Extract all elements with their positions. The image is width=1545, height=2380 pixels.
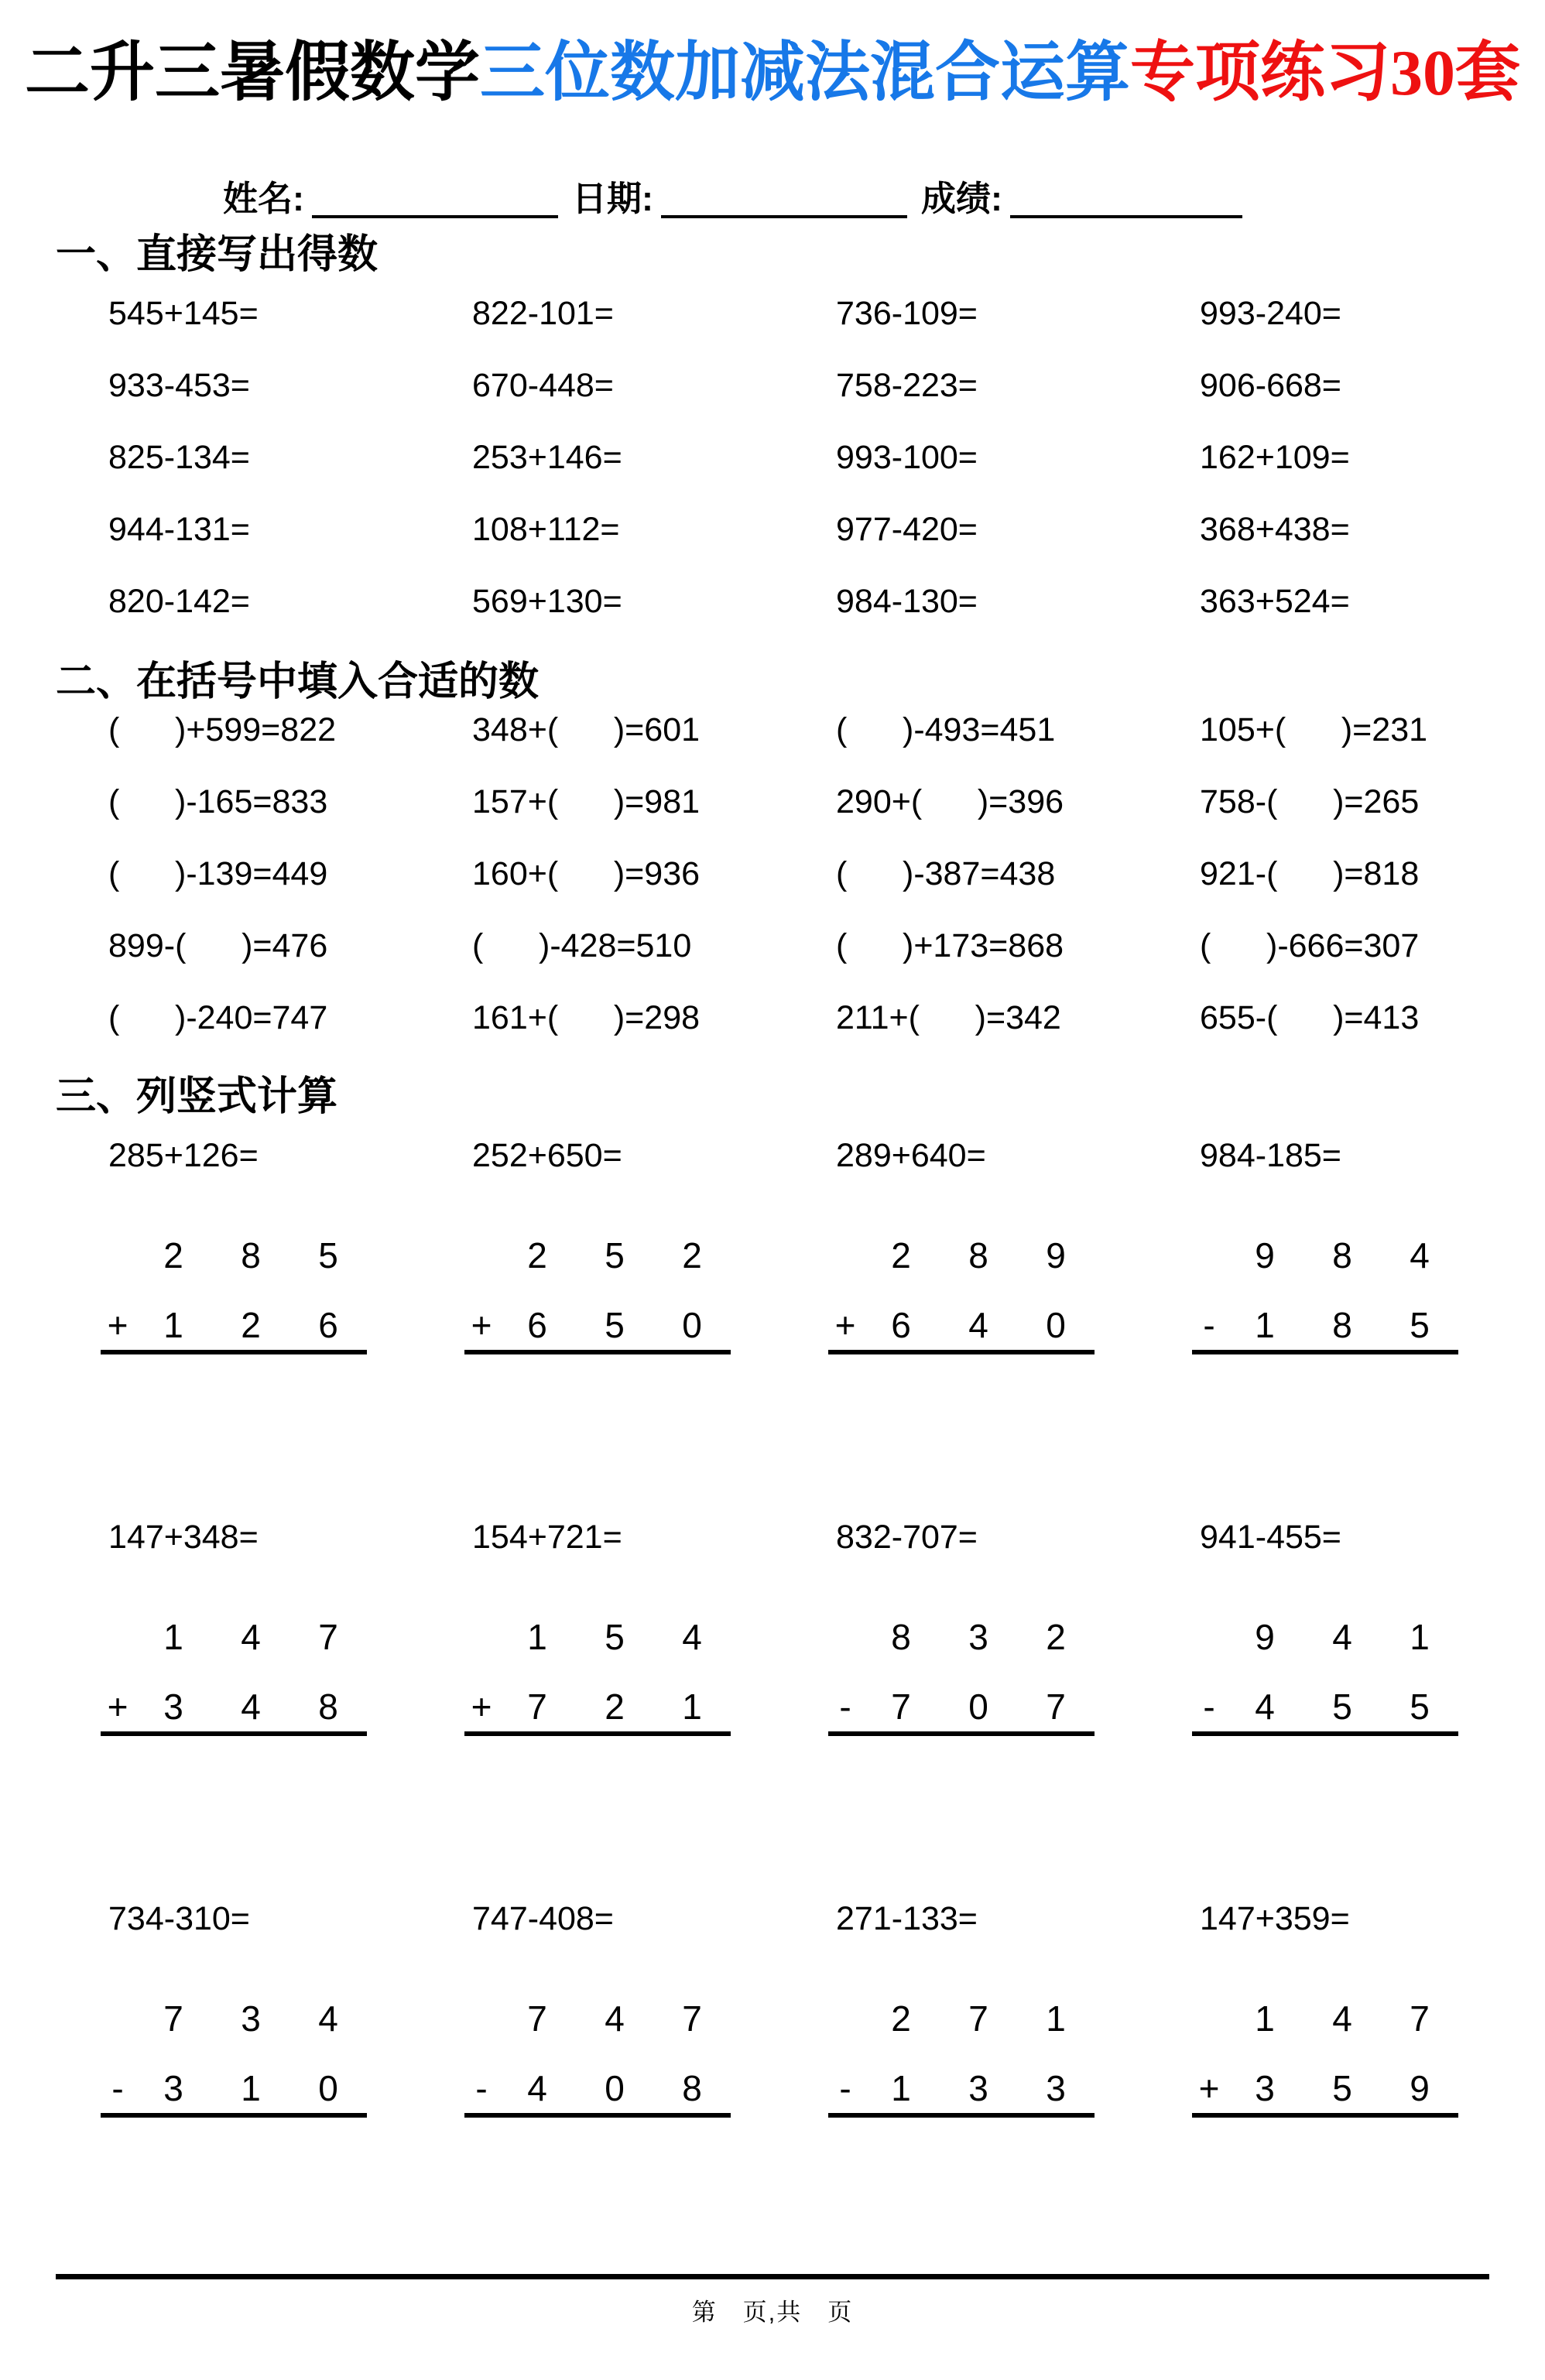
problem-row [108,366,1545,438]
section-2-heading: 二、在括号中填入合适的数 [56,659,540,704]
section-3-heading: 三、列竖式计算 [56,1074,338,1119]
problem: ( )-139=449 [108,855,328,892]
digit: 4 [1332,1998,1352,2039]
vertical-calculation [472,1518,836,1736]
vertical-calculation [1200,1136,1545,1354]
digit: 3 [163,2068,183,2108]
problem: ( )+599=822 [108,711,337,748]
problem: 271-133= [836,1900,978,1937]
vertical-calculation [108,1899,472,2118]
digit: 8 [968,1235,988,1276]
digit: 3 [968,2068,988,2108]
problem-row [108,998,1545,1070]
operator-placeholder [1192,1617,1226,1687]
vertical-calculation [836,1899,1200,2118]
digit: 1 [1046,1998,1066,2039]
digit: 1 [1410,1617,1430,1657]
digit: 4 [968,1305,988,1345]
problem: ( )-165=833 [108,783,328,820]
digit: 8 [682,2068,702,2108]
digit: 4 [527,2068,547,2108]
problem: 758-( )=265 [1200,783,1420,820]
digit: 0 [682,1305,702,1345]
digit: 5 [605,1617,625,1657]
vertical-calculation [1200,1518,1545,1736]
problem: 921-( )=818 [1200,855,1420,892]
problem: 825-134= [108,439,250,476]
digit: 5 [1410,1687,1430,1727]
top-operand-row [828,1998,1095,2068]
top-operand-row [101,1235,367,1305]
digit: 0 [318,2068,338,2108]
digit: 4 [1255,1687,1275,1727]
operator-placeholder [1192,1235,1226,1305]
vertical-calculation [108,1136,472,1354]
section-1-problems [108,294,1545,654]
problem: 105+( )=231 [1200,711,1428,748]
digit: 4 [241,1687,261,1727]
digit: 1 [241,2068,261,2108]
bottom-operand-row [828,2068,1095,2113]
operator-placeholder [101,1617,135,1687]
digit: 8 [318,1687,338,1727]
problem: 933-453= [108,367,250,404]
problem: ( )-666=307 [1200,927,1420,964]
date-label: 日期: [572,179,653,218]
problem: 147+359= [1200,1900,1350,1937]
digit: 2 [891,1235,911,1276]
operator-placeholder [828,1617,862,1687]
digit: 6 [527,1305,547,1345]
digit: 2 [1046,1617,1066,1657]
operator-placeholder [828,1998,862,2068]
problem: 977-420= [836,511,978,548]
problem: 899-( )=476 [108,927,328,964]
column-arithmetic-block [1192,1998,1458,2118]
digit: 9 [1410,2068,1430,2108]
digit: 7 [1046,1687,1066,1727]
digit: 9 [1255,1617,1275,1657]
problem: ( )-428=510 [472,927,692,964]
digit: 8 [1332,1235,1352,1276]
operator-placeholder [101,1998,135,2068]
column-arithmetic-block [828,1617,1095,1736]
problem: 289+640= [836,1137,986,1174]
digit: 1 [682,1687,702,1727]
operator: + [834,1305,856,1345]
column-arithmetic-block [464,1235,731,1354]
problem: ( )+173=868 [836,927,1064,964]
bottom-operand-row [828,1305,1095,1350]
operator-placeholder [828,1235,862,1305]
digit: 4 [1332,1617,1352,1657]
problem: 822-101= [472,295,614,332]
operator: + [471,1687,492,1727]
column-arithmetic-block [828,1998,1095,2118]
operator: - [475,2068,488,2108]
bottom-operand-row [1192,1305,1458,1350]
digit: 2 [891,1998,911,2039]
problem: 290+( )=396 [836,783,1064,820]
operator: + [107,1687,128,1727]
problem: 984-130= [836,583,978,620]
problem-row [108,926,1545,998]
digit: 4 [241,1617,261,1657]
digit: 5 [1332,2068,1352,2108]
digit: 0 [968,1687,988,1727]
problem: 285+126= [108,1137,259,1174]
problem: 569+130= [472,583,622,620]
name-blank-line [312,206,558,218]
digit: 8 [891,1617,911,1657]
digit: 8 [1332,1305,1352,1345]
problem: 252+650= [472,1137,622,1174]
section-1-heading: 一、直接写出得数 [56,232,379,277]
digit: 5 [1332,1687,1352,1727]
digit: 3 [163,1687,183,1727]
problem-row [108,294,1545,366]
top-operand-row [828,1235,1095,1305]
problem: 941-455= [1200,1519,1341,1556]
digit: 1 [891,2068,911,2108]
bottom-operand-row [464,1305,731,1350]
vertical-calculation-row [108,1518,1545,1736]
vertical-calculation [1200,1899,1545,2118]
digit: 0 [605,2068,625,2108]
digit: 6 [891,1305,911,1345]
digit: 3 [1255,2068,1275,2108]
date-blank-line [661,206,907,218]
bottom-operand-row [464,1687,731,1731]
problem: 670-448= [472,367,614,404]
operator: - [839,1687,851,1727]
top-operand-row [828,1617,1095,1687]
digit: 2 [605,1687,625,1727]
digit: 6 [318,1305,338,1345]
operator: + [107,1305,128,1345]
operator-placeholder [464,1235,498,1305]
problem: 944-131= [108,511,250,548]
problem-row [108,782,1545,854]
top-operand-row [1192,1235,1458,1305]
digit: 4 [1410,1235,1430,1276]
page-title [0,31,1545,115]
bottom-operand-row [464,2068,731,2113]
column-arithmetic-block [828,1235,1095,1354]
score-blank-line [1010,206,1242,218]
digit: 3 [241,1998,261,2039]
footer-divider [56,2274,1489,2279]
score-label: 成绩: [921,179,1002,218]
problem: 734-310= [108,1900,250,1937]
title-part-black: 二升三暑假数学 [24,37,480,109]
digit: 7 [891,1687,911,1727]
page-number-text: 第 页,共 页 [691,2299,854,2326]
problem: 906-668= [1200,367,1341,404]
column-arithmetic-block [101,1617,367,1736]
problem: 154+721= [472,1519,622,1556]
column-arithmetic-block [1192,1617,1458,1736]
digit: 9 [1046,1235,1066,1276]
student-info-line [223,170,1256,221]
problem: 545+145= [108,295,259,332]
operator: + [471,1305,492,1345]
vertical-calculation [108,1518,472,1736]
digit: 1 [527,1617,547,1657]
problem: 736-109= [836,295,978,332]
problem: 157+( )=981 [472,783,701,820]
digit: 4 [318,1998,338,2039]
problem: 984-185= [1200,1137,1341,1174]
digit: 5 [318,1235,338,1276]
problem: ( )-240=747 [108,999,328,1036]
problem: 747-408= [472,1900,614,1937]
digit: 1 [163,1305,183,1345]
column-arithmetic-block [464,1617,731,1736]
digit: 4 [682,1617,702,1657]
column-arithmetic-block [101,1998,367,2118]
problem: ( )-387=438 [836,855,1056,892]
top-operand-row [101,1617,367,1687]
digit: 5 [1410,1305,1430,1345]
bottom-operand-row [1192,2068,1458,2113]
name-label: 姓名: [223,179,304,218]
operator: + [1198,2068,1220,2108]
operator: - [1203,1687,1215,1727]
digit: 2 [527,1235,547,1276]
problem: 993-240= [1200,295,1341,332]
digit: 7 [968,1998,988,2039]
title-part-red: 专项练习30套 [1130,37,1521,109]
bottom-operand-row [101,2068,367,2113]
digit: 5 [605,1305,625,1345]
operator-placeholder [464,1998,498,2068]
digit: 2 [682,1235,702,1276]
digit: 9 [1255,1235,1275,1276]
problem: 253+146= [472,439,622,476]
digit: 8 [241,1235,261,1276]
digit: 2 [163,1235,183,1276]
column-arithmetic-block [464,1998,731,2118]
problem-row [108,438,1545,510]
digit: 3 [1046,2068,1066,2108]
vertical-calculation [472,1136,836,1354]
problem: 363+524= [1200,583,1350,620]
digit: 1 [1255,1305,1275,1345]
problem: 211+( )=342 [836,999,1061,1036]
digit: 7 [163,1998,183,2039]
operator-placeholder [1192,1998,1226,2068]
problem: 368+438= [1200,511,1350,548]
top-operand-row [464,1235,731,1305]
problem-row [108,510,1545,582]
vertical-calculation-row [108,1899,1545,2118]
problem: 832-707= [836,1519,978,1556]
problem-row [108,582,1545,654]
bottom-operand-row [828,1687,1095,1731]
top-operand-row [101,1998,367,2068]
vertical-calculation [472,1899,836,2118]
top-operand-row [464,1998,731,2068]
column-arithmetic-block [101,1235,367,1354]
digit: 7 [527,1687,547,1727]
digit: 3 [968,1617,988,1657]
problem: 820-142= [108,583,250,620]
vertical-calculation [836,1136,1200,1354]
bottom-operand-row [101,1687,367,1731]
operator-placeholder [101,1235,135,1305]
digit: 7 [682,1998,702,2039]
problem: 147+348= [108,1519,259,1556]
digit: 7 [318,1617,338,1657]
digit: 4 [605,1998,625,2039]
problem-row [108,711,1545,782]
top-operand-row [1192,1998,1458,2068]
digit: 1 [1255,1998,1275,2039]
operator: - [1203,1305,1215,1345]
vertical-calculation [836,1518,1200,1736]
problem: 108+112= [472,511,620,548]
problem-row [108,854,1545,926]
problem: 655-( )=413 [1200,999,1420,1036]
problem: 348+( )=601 [472,711,701,748]
bottom-operand-row [1192,1687,1458,1731]
vertical-calculation-row [108,1136,1545,1354]
bottom-operand-row [101,1305,367,1350]
operator: - [839,2068,851,2108]
section-2-problems [108,711,1545,1070]
title-part-blue: 三位数加减法混合运算 [479,37,1130,109]
digit: 5 [605,1235,625,1276]
problem: 161+( )=298 [472,999,701,1036]
problem: 160+( )=936 [472,855,701,892]
digit: 7 [1410,1998,1430,2039]
digit: 2 [241,1305,261,1345]
problem: 758-223= [836,367,978,404]
problem: ( )-493=451 [836,711,1056,748]
digit: 1 [163,1617,183,1657]
column-arithmetic-block [1192,1235,1458,1354]
digit: 7 [527,1998,547,2039]
top-operand-row [1192,1617,1458,1687]
top-operand-row [464,1617,731,1687]
problem: 993-100= [836,439,978,476]
operator: - [111,2068,124,2108]
operator-placeholder [464,1617,498,1687]
digit: 0 [1046,1305,1066,1345]
problem: 162+109= [1200,439,1350,476]
